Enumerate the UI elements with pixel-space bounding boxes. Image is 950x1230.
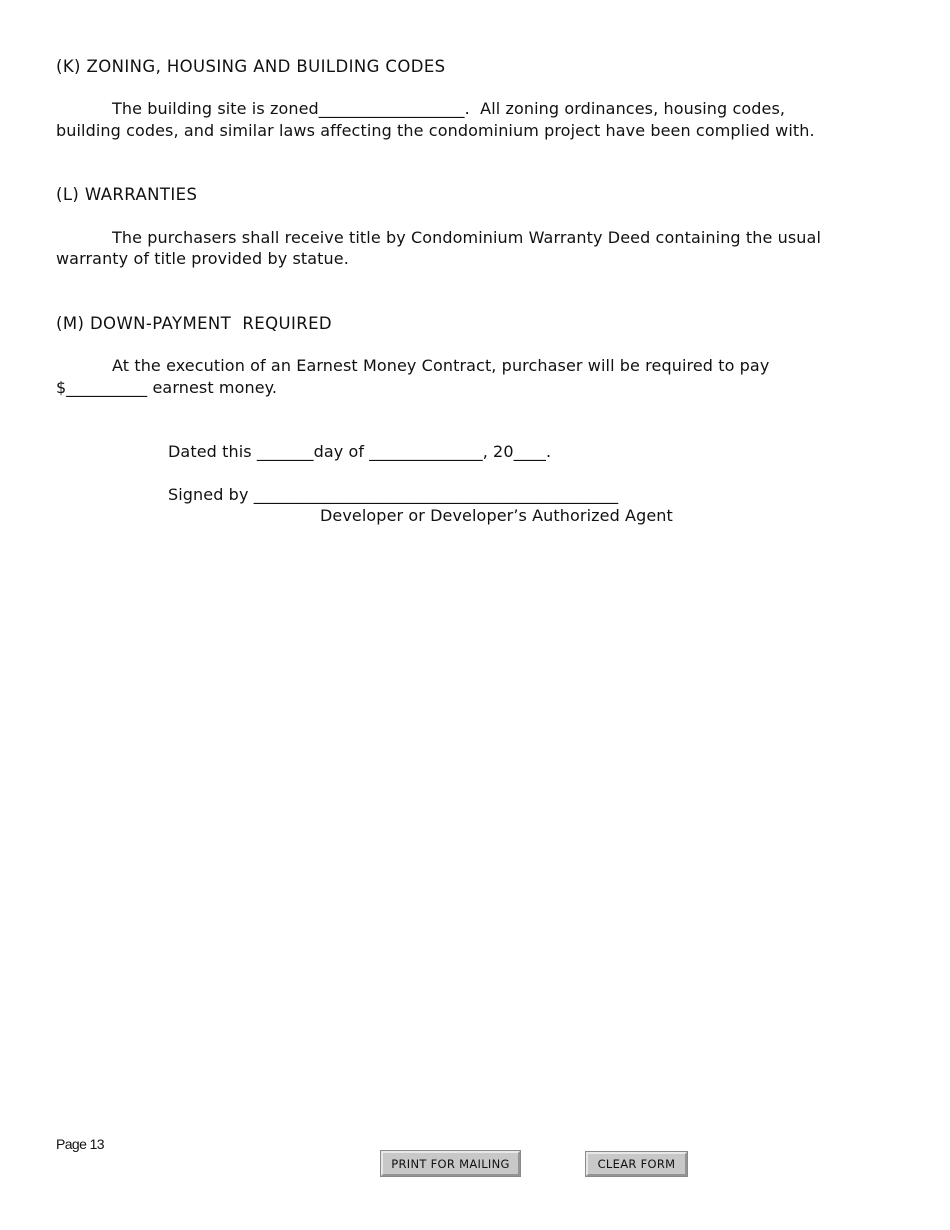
section-m-text-line-1: At the execution of an Earnest Money Contract, purchaser will be required to pay [112, 356, 770, 375]
section-k-heading: (K) ZONING, HOUSING AND BUILDING CODES [56, 57, 446, 76]
section-m-heading: (M) DOWN-PAYMENT REQUIRED [56, 314, 333, 333]
page-number: Page 13 [56, 1136, 104, 1152]
print-for-mailing-button[interactable]: PRINT FOR MAILING [381, 1151, 520, 1176]
signed-by-line: Signed by _____________________________________________ [168, 485, 619, 504]
signer-role-caption: Developer or Developer’s Authorized Agent [320, 506, 673, 525]
section-m-text-line-2: $__________ earnest money. [56, 378, 278, 397]
section-k-text-line-1: The building site is zoned__________________. All zoning ordinances, housing codes, [112, 99, 786, 118]
section-l-heading: (L) WARRANTIES [56, 185, 198, 204]
section-l-text-line-2: warranty of title provided by statue. [56, 249, 349, 268]
section-k-text-line-2: building codes, and similar laws affecting the condominium project have been complied with. [56, 121, 815, 140]
dated-line: Dated this _______day of ______________, 20____. [168, 442, 552, 461]
clear-form-button[interactable]: CLEAR FORM [586, 1152, 687, 1176]
section-l-text-line-1: The purchasers shall receive title by Condominium Warranty Deed containing the usual [112, 228, 821, 247]
